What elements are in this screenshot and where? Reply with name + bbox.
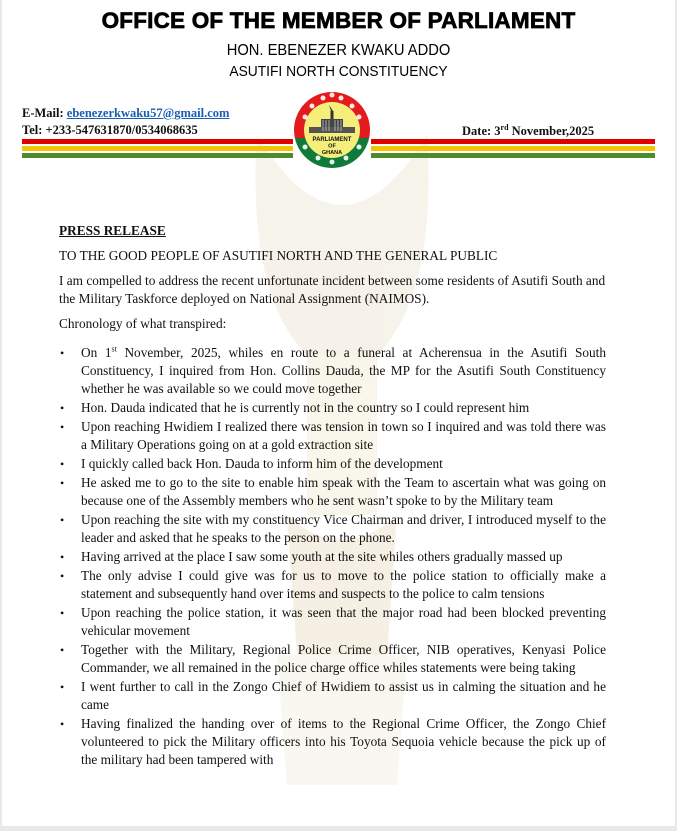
list-item [60, 548, 606, 566]
date-rest: November,2025 [508, 124, 595, 139]
email-line [22, 105, 229, 122]
item-text: I went further to call in the Zongo Chief of Hwidiem to assist us in calming the situation and he came [81, 679, 606, 712]
seal-text-line-3: GHANA [321, 150, 343, 156]
email-label: E-Mail: [22, 106, 64, 120]
item-text-pre: On 1 [81, 345, 112, 360]
bullet-icon: • [60, 513, 65, 527]
mp-name: HON. EBENEZER KWAKU ADDO [226, 42, 451, 59]
stripe-red-right [370, 139, 655, 144]
list-item [60, 641, 606, 677]
list-item [60, 474, 606, 510]
list-item [60, 418, 606, 454]
press-release-heading: PRESS RELEASE [59, 223, 166, 238]
list-item [60, 567, 606, 603]
stripe-red-left [22, 139, 295, 144]
bullet-icon: • [60, 606, 65, 620]
item-text: Upon reaching the police station, it was seen that the major road had been blocked preventing vehicular movement [81, 605, 606, 638]
item-text: Having finalized the handing over of items to the Regional Crime Officer, the Zongo Chief volunteered to pick the Military officers into his Toyota Sequoia vehicle because the pick up of the military had been tampered with [81, 716, 606, 767]
office-title: OFFICE OF THE MEMBER OF PARLIAMENT [101, 8, 576, 33]
date-day: 3 [494, 124, 501, 139]
bullet-icon: • [60, 643, 65, 657]
seal-text-line-1: PARLIAMENT [312, 137, 352, 143]
intro-paragraph: I am compelled to address the recent unfortunate incident between some residents of Asutifi South and the Military Taskforce deployed on National Assignment (NAIMOS). [59, 273, 606, 306]
stripe-green-left [22, 153, 295, 158]
bullet-icon: • [60, 569, 65, 583]
item-text: He asked me to go to the site to enable him speak with the Team to ascertain what was going on because one of the Assembly members who he sent wasn’t spoke to by the Military team [81, 475, 606, 508]
bullet-icon: • [60, 680, 65, 694]
item-text: Upon reaching the site with my constituency Vice Chairman and driver, I introduced myself to the leader and asked that he speaks to the person on the phone. [81, 512, 606, 545]
tel-line [22, 122, 229, 139]
date-line [462, 123, 594, 139]
item-text: I quickly called back Hon. Dauda to inform him of the development [81, 456, 443, 471]
bullet-icon: • [60, 717, 65, 731]
item-text: Hon. Dauda indicated that he is currently not in the country so I could represent him [81, 400, 530, 415]
list-item [60, 511, 606, 547]
list-item [60, 604, 606, 640]
list-item [60, 678, 606, 714]
salutation: TO THE GOOD PEOPLE OF ASUTIFI NORTH AND THE GENERAL PUBLIC [59, 248, 498, 263]
bullet-icon: • [60, 476, 65, 490]
bullet-icon: • [60, 457, 65, 471]
item-text: Upon reaching Hwidiem I realized there was tension in town so I inquired and was told there was a Military Operations going on at a gold extraction site [81, 419, 606, 452]
item-text: The only advise I could give was for us to move to the police station to officially make a statement and subsequently hand over items and suspects to the police to calm tensions [81, 568, 606, 601]
tel-value: +233-547631870/0534068635 [45, 123, 198, 137]
item-text: Together with the Military, Regional Police Crime Officer, NIB operatives, Kenyasi Police Commander, we all remained in the police charge office whiles statements were being taking [81, 642, 606, 675]
document-page [2, 0, 675, 826]
date-label: Date: [462, 124, 492, 139]
bullet-icon: • [60, 401, 65, 415]
press-release-body [59, 222, 606, 770]
stripe-gold-right [370, 146, 655, 151]
chronology-heading: Chronology of what transpired: [59, 316, 227, 331]
list-item [60, 455, 606, 473]
chronology-list [59, 344, 606, 769]
constituency-name: ASUTIFI NORTH CONSTITUENCY [229, 63, 448, 80]
date-suffix: rd [500, 123, 509, 132]
email-link[interactable]: ebenezerkwaku57@gmail.com [66, 106, 230, 120]
bullet-icon: • [60, 550, 65, 564]
list-item [60, 715, 606, 769]
list-item [60, 399, 606, 417]
stripe-gold-left [22, 146, 295, 151]
list-item [60, 344, 606, 398]
bullet-icon: • [60, 420, 65, 434]
contact-block [22, 105, 229, 139]
item-text-post: November, 2025, whiles en route to a funeral at Acherensua in the Asutifi South Constituency, I inquired from Hon. Collins Dauda, the MP for the Asutifi South Constituency whether he was available so we could move together [81, 345, 606, 396]
bullet-icon: • [60, 346, 65, 360]
seal-text-line-2: OF [328, 143, 336, 150]
item-text: Having arrived at the place I saw some youth at the site whiles others gradually massed up [81, 549, 563, 564]
stripe-green-right [370, 153, 655, 158]
parliament-seal-logo [293, 81, 371, 179]
tel-label: Tel: [22, 123, 43, 137]
item-ordinal: st [111, 344, 117, 354]
